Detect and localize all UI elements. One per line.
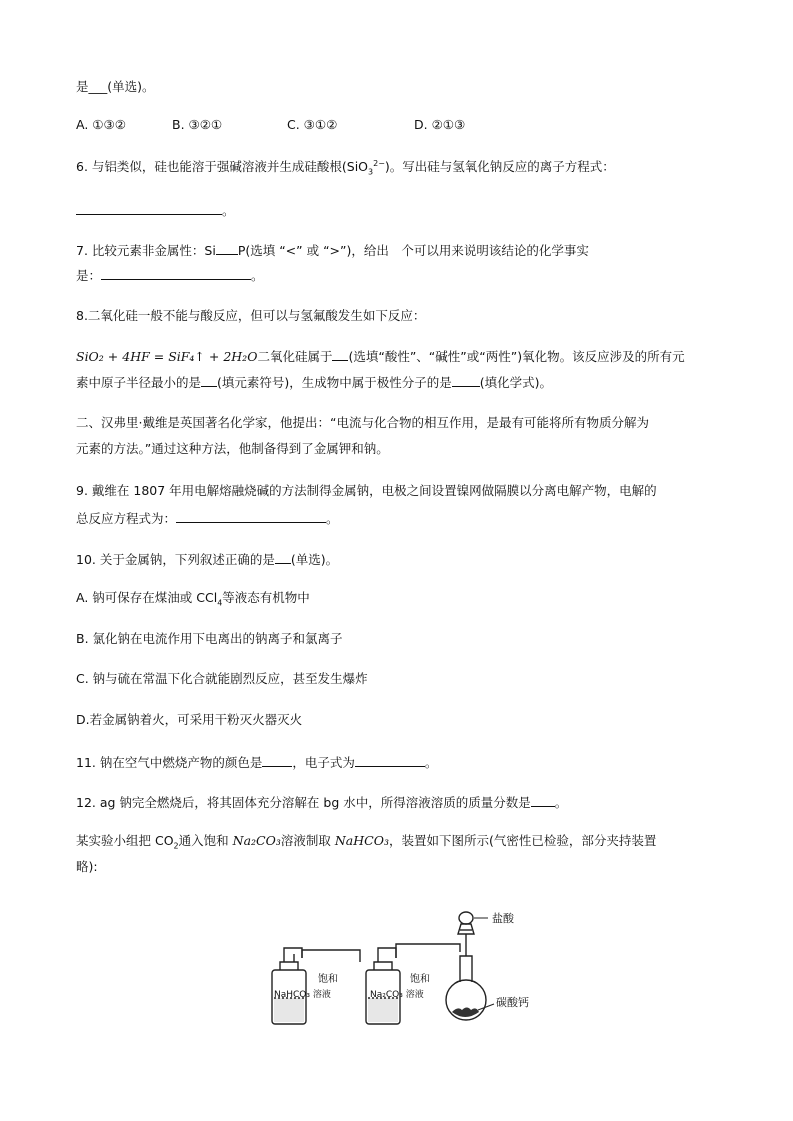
q10-option-c[interactable]: C. 钠与硫在常温下化合就能剧烈反应，甚至发生爆炸 xyxy=(76,671,368,686)
q8-radius-blank[interactable] xyxy=(201,372,217,387)
q5-blank[interactable]: ___ xyxy=(88,79,108,94)
solid-caco3 xyxy=(452,1008,479,1018)
apparatus-diagram xyxy=(260,900,560,1030)
q5-option-a[interactable]: A. ①③② xyxy=(76,117,126,132)
q8-polar-blank[interactable] xyxy=(452,372,480,387)
q9-line1: 9. 戴维在 1807 年用电解熔融烧碱的方法制得金属钠，电极之间设置镍网做隔膜以分离电解产物，电解的 xyxy=(76,483,657,498)
label-acid: 盐酸 xyxy=(492,912,514,925)
label-bottle2-b: Na₂CO₃ 溶液 xyxy=(370,990,424,1000)
q8-intro: 8.二氧化硅一般不能与酸反应，但可以与氢氟酸发生如下反应： xyxy=(76,308,426,323)
q8-equation: SiO₂ + 4HF = SiF₄↑ + 2H₂O xyxy=(76,349,258,364)
experiment-line2: 略): xyxy=(76,859,98,874)
q7-compare-blank[interactable] xyxy=(216,240,238,255)
q10-blank[interactable] xyxy=(275,549,291,564)
q5-option-c[interactable]: C. ③①② xyxy=(287,117,338,132)
q10-option-b[interactable]: B. 氯化钠在电流作用下电离出的钠离子和氯离子 xyxy=(76,631,343,646)
q5-option-b[interactable]: B. ③②① xyxy=(172,117,223,132)
round-flask xyxy=(446,912,486,1020)
tube-2 xyxy=(396,944,460,958)
q5-options xyxy=(76,116,717,134)
q5-option-d[interactable]: D. ②①③ xyxy=(414,117,466,132)
q8-oxide-blank[interactable] xyxy=(332,346,348,361)
q6-answer-blank[interactable] xyxy=(76,200,222,215)
q12-stem: 12. ag 钠完全燃烧后，将其固体充分溶解在 bg 水中，所得溶液溶质的质量分数是 。 xyxy=(76,792,717,812)
q5-stem: 是___(单选)。 xyxy=(76,79,155,94)
label-bottle2-a: 饱和 xyxy=(410,974,430,985)
tube-1 xyxy=(302,950,360,962)
q9-line2: 总反应方程式为： 。 xyxy=(76,508,717,528)
q10-stem: 10. 关于金属钠，下列叙述正确的是 (单选)。 xyxy=(76,549,717,569)
q7-line2: 是： 。 xyxy=(76,265,717,285)
q10-option-d[interactable]: D.若金属钠着火，可采用干粉灭火器灭火 xyxy=(76,712,303,727)
bottle-na2co3 xyxy=(366,948,400,1024)
label-bottle1-b: NaHCO₃ 溶液 xyxy=(274,990,331,1000)
section2-line2: 元素的方法。”通过这种方法，他制备得到了金属钾和钠。 xyxy=(76,441,389,456)
q11-color-blank[interactable] xyxy=(262,752,292,767)
q11-electron-blank[interactable] xyxy=(355,752,425,767)
q9-equation-blank[interactable] xyxy=(176,508,326,523)
q8-line2: SiO₂ + 4HF = SiF₄↑ + 2H₂O二氧化硅属于 (选填“酸性”、“碱性”或“两性”)氧化物。该反应涉及的所有元 xyxy=(76,346,717,366)
q11-stem: 11. 钠在空气中燃烧产物的颜色是 ，电子式为 。 xyxy=(76,752,717,772)
experiment-line1: 某实验小组把 $CO_2$通入饱和 Na₂CO₃溶液制取 NaHCO₃，装置如下图所示(气密性已检验，部分夹持装置 xyxy=(76,833,657,851)
q10-option-a[interactable]: A. 钠可保存在煤油或 CCl$_4$等液态有机物中 xyxy=(76,590,310,608)
label-solid: 碳酸钙 xyxy=(496,996,529,1009)
section2-line1: 二、汉弗里·戴维是英国著名化学家，他提出：“电流与化合物的相互作用，是最有可能将所有物质分解为 xyxy=(76,415,649,430)
q8-line3: 素中原子半径最小的是 (填元素符号)，生成物中属于极性分子的是 (填化学式)。 xyxy=(76,372,717,392)
q7-line1: 7. 比较元素非金属性：Si P(选填 “<” 或 “>”)，给出 个可以用来说明该结论的化学事实 xyxy=(76,240,717,260)
q6-stem: 6. 与铝类似，硅也能溶于强碱溶液并生成硅酸根(SiO$_3^{2-}$)。写出硅与氢氧化钠反应的离子方程式： xyxy=(76,158,615,177)
q7-fact-blank[interactable] xyxy=(101,265,251,280)
q6-answer-line: 。 xyxy=(76,200,717,220)
bottle-nahco3 xyxy=(272,948,306,1024)
q12-blank[interactable] xyxy=(531,792,555,807)
label-bottle1-a: 饱和 xyxy=(318,974,338,985)
